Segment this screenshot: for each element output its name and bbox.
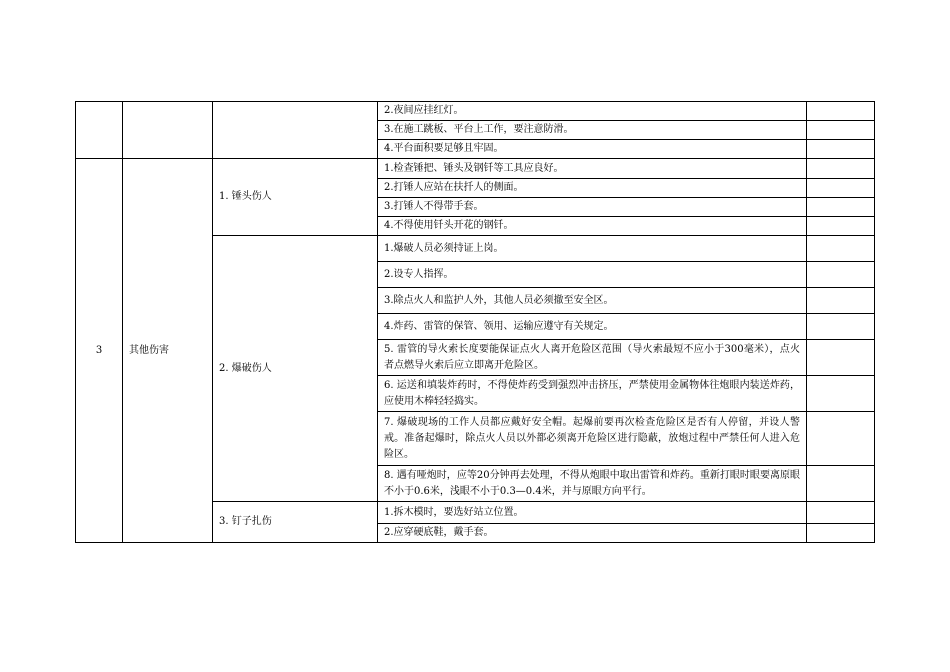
remark-cell [807,288,875,314]
hazard-cell [213,102,378,159]
measure-cell: 3.在施工跳板、平台上工作，要注意防滑。 [378,121,807,140]
measure-cell: 4.平台面积要足够且牢固。 [378,140,807,159]
remark-cell [807,179,875,198]
measure-cell: 5. 雷管的导火索长度要能保证点火人离开危险区范围（导火索最短不应小于300毫米），点火者点燃导火索后应立即离开危险区。 [378,340,807,376]
hazard-name: 2. 爆破伤人 [213,236,378,502]
measure-cell: 1.爆破人员必须持证上岗。 [378,236,807,262]
table-row [76,159,875,179]
remark-cell [807,376,875,412]
table-row [76,102,875,121]
remark-cell [807,159,875,179]
measure-cell: 1.拆木模时，要选好站立位置。 [378,502,807,524]
remark-cell [807,236,875,262]
remark-cell [807,262,875,288]
remark-cell [807,217,875,236]
remark-cell [807,502,875,524]
measure-cell: 8. 遇有哑炮时，应等20分钟再去处理，不得从炮眼中取出雷管和炸药。重新打眼时眼要离原眼不小于0.6米，浅眼不小于0.3—0.4米，并与原眼方向平行。 [378,466,807,502]
remark-cell [807,121,875,140]
measure-cell: 2.夜间应挂红灯。 [378,102,807,121]
remark-cell [807,198,875,217]
measure-cell: 6. 运送和填装炸药时，不得使炸药受到强烈冲击挤压，严禁使用金属物体往炮眼内装送炸药，应使用木棒轻轻捣实。 [378,376,807,412]
safety-measures-table [75,101,875,543]
section-number: 3 [76,159,123,543]
measure-cell: 2.设专人指挥。 [378,262,807,288]
remark-cell [807,102,875,121]
hazard-name: 1. 锤头伤人 [213,159,378,236]
measure-cell: 2.应穿硬底鞋，戴手套。 [378,524,807,543]
measure-cell: 3.除点火人和监护人外，其他人员必须撤至安全区。 [378,288,807,314]
measure-cell: 2.打锤人应站在扶扦人的侧面。 [378,179,807,198]
no-cell [76,102,123,159]
remark-cell [807,466,875,502]
section-category: 其他伤害 [123,159,213,543]
measure-cell: 4.不得使用钎头开花的钢钎。 [378,217,807,236]
remark-cell [807,412,875,466]
measure-cell: 3.打锤人不得带手套。 [378,198,807,217]
measure-cell: 1.检查锤把、锤头及钢钎等工具应良好。 [378,159,807,179]
remark-cell [807,524,875,543]
hazard-name: 3. 钉子扎伤 [213,502,378,543]
remark-cell [807,340,875,376]
measure-cell: 7. 爆破现场的工作人员都应戴好安全帽。起爆前要再次检查危险区是否有人停留，并设人警戒。准备起爆时，除点火人员以外都必须离开危险区进行隐蔽，放炮过程中严禁任何人进入危险区。 [378,412,807,466]
category-cell [123,102,213,159]
measure-cell: 4.炸药、雷管的保管、领用、运输应遵守有关规定。 [378,314,807,340]
remark-cell [807,314,875,340]
remark-cell [807,140,875,159]
